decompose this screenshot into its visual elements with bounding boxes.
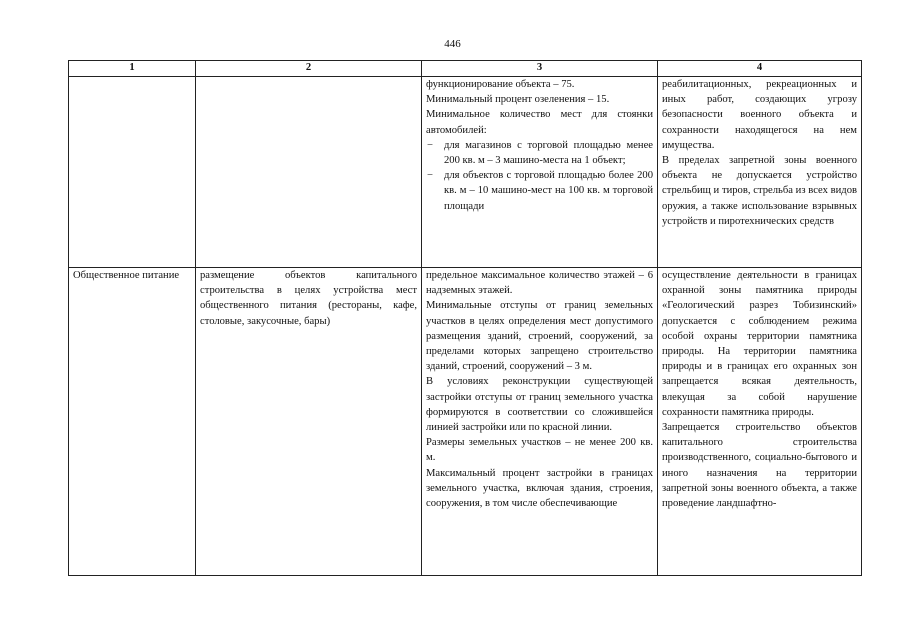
row1-parameters-p2: Минимальный процент озеленения – 15. [426,94,610,106]
row2-parameters-cell [422,268,658,576]
row2-parameters-p3: В условиях реконструкции существующей застройки отступы от границ земельного участка формируются в соответствии со сложившейся линией застройки или по красной линии. [426,376,653,434]
list-item-text: для магазинов с торговой площадью менее 200 кв. м – 3 машино-места на 1 объект; [444,139,653,167]
table-header-row [69,61,862,77]
table-row [69,77,862,268]
page-number: 446 [444,38,461,50]
row2-parameters-p2: Минимальные отступы от границ земельных участков в целях определения мест допустимого размещения зданий, строений, сооружений, за пределами которых запрещено строительство зданий, строений, сооружений – 3 м. [426,300,653,373]
dash-bullet: − [427,170,433,182]
row1-restrictions-p2: В пределах запретной зоны военного объекта не допускается устройство стрельбищ и тиров, стрельба из всех видов оружия, а также использование взрывных устройств и пиротехнических средств [662,155,857,227]
list-item [426,138,653,168]
row1-description-cell [196,77,422,268]
table-row [69,268,862,576]
row2-parameters-p4: Размеры земельных участков – не менее 200 кв. м. [426,437,653,464]
row1-parameters-p1: функционирование объекта – 75. [426,79,575,90]
row1-parameters-cell [422,77,658,268]
row2-description-cell: размещение объектов капитального строительства в целях устройства мест общественного питания (рестораны, кафе, столовые, закусочные, бары) [196,268,422,576]
column-header-3: 3 [422,61,658,77]
column-header-2: 2 [196,61,422,77]
row1-restrictions-p1: реабилитационных, рекреационных и иных работ, создающих угрозу безопасности военного объекта и сохранности находящегося на нем имущества. [662,79,857,151]
row1-parameters-p3: Минимальное количество мест для стоянки автомобилей: [426,109,653,136]
row2-use-type-cell: Общественное питание [69,268,196,576]
row2-parameters-p1: предельное максимальное количество этажей – 6 надземных этажей. [426,270,653,297]
row2-restrictions-p1: осуществление деятельности в границах охранной зоны памятника природы «Геологический разрез Тобизинский» допускается с соблюдением режима особой охраны территории памятника природы. На территории памятника природы и в границах его охранных зон запрещается всякая деятельность, влекущая за собой нарушение сохранности памятника природы. [662,270,857,418]
zoning-regulations-table [68,60,862,576]
column-header-4: 4 [658,61,862,77]
row2-restrictions-cell [658,268,862,576]
list-item [426,168,653,214]
dash-bullet: − [427,139,433,151]
row1-use-type-cell [69,77,196,268]
list-item-text: для объектов с торговой площадью более 200 кв. м – 10 машино-мест на 100 кв. м торговой площади [444,170,653,212]
row2-parameters-p5: Максимальный процент застройки в границах земельного участка, включая здания, строения, сооружения, в том числе обеспечивающие [426,467,653,510]
row2-restrictions-p2: Запрещается строительство объектов капитального строительства производственного, социально-бытового и иного назначения на территории запретной зоны военного объекта, а также проведение ландшафтно- [662,422,857,510]
row1-restrictions-cell [658,77,862,268]
column-header-1: 1 [69,61,196,77]
parking-requirements-list [426,138,653,214]
